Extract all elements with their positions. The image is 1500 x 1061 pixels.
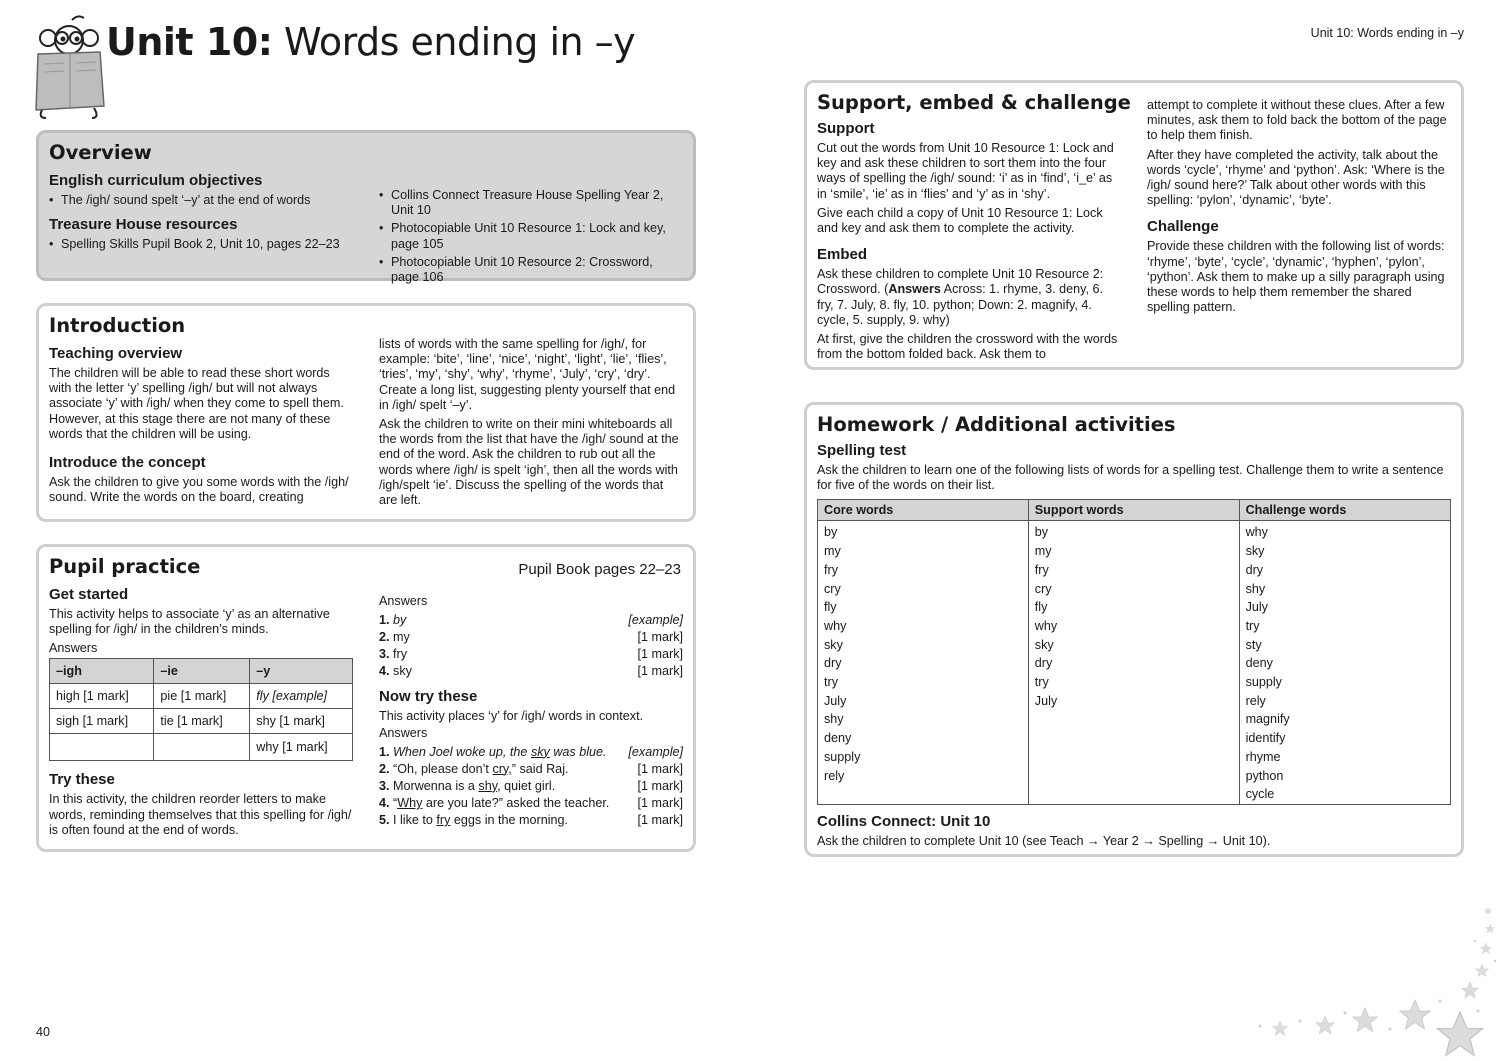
answer-row: 3. Morwenna is a shy, quiet girl. [1 mark] — [379, 778, 683, 793]
support-heading: Support, embed & challenge — [817, 91, 1131, 114]
challenge-heading: Challenge — [1147, 218, 1219, 236]
support-text: After they have completed the activity, talk about the words ‘cycle’, ‘rhyme’ and ‘python’. Ask: ‘Where is the /igh/ sound here?’ Talk about other words with this spelling: ‘pylon’, ‘dynamic’, ‘byte’. — [1147, 147, 1445, 208]
answers-label: Answers — [379, 725, 428, 740]
list-item: rely — [1245, 693, 1266, 708]
support-text: Cut out the words from Unit 10 Resource 1: Lock and key and ask these children to sort them into the four ways of spelling the /igh/ sound: ‘i’ as in ‘find’, ‘i_e’ as in ‘smile’, ‘ie’ as in ‘flies’ and ‘y’ as in ‘shy’. — [817, 141, 1114, 201]
try-these-heading: Try these — [49, 771, 115, 789]
teaching-overview-text: The children will be able to read these short words with the letter ‘y’ spelling /igh/ but will not always associate ‘y’ with /igh/ when they come to spell them. However, at this stage there are not many of these words that the children will be using. — [49, 366, 344, 441]
table-row — [50, 684, 353, 709]
objective-item: • The /igh/ sound spelt ‘–y’ at the end of words — [49, 193, 353, 208]
list-item: dry — [1034, 656, 1053, 671]
support-subheading: Support — [817, 120, 875, 137]
list-item: fry — [824, 562, 838, 577]
introduction-panel — [36, 303, 696, 522]
now-answers-list — [379, 743, 683, 829]
challenge-words-list — [1239, 521, 1450, 805]
pupil-practice-heading: Pupil practice — [49, 555, 201, 578]
introduction-text: lists of words with the same spelling for /igh/, for example: ‘bite’, ‘line’, ‘nice’, ‘night’, ‘light’, ‘lie’, ‘flies’, ‘tries’, ‘my’, ‘shy’, ‘why’, ‘rhyme’, ‘July’, ‘cry’, ‘dry’. Create a long list, suggesting plenty yourself that end in /igh/ spelt ‘–y’. — [379, 337, 676, 412]
list-item: python — [1245, 768, 1284, 783]
table-row — [50, 709, 353, 734]
resource-item: • Spelling Skills Pupil Book 2, Unit 10, pages 22–23 — [49, 237, 353, 252]
list-item: try — [1034, 675, 1049, 690]
spelling-words-table — [817, 499, 1451, 805]
table-cell — [50, 734, 154, 761]
list-item: rhyme — [1245, 749, 1281, 764]
reading-mascot-icon — [32, 14, 106, 122]
table-header: Support words — [1028, 500, 1239, 521]
list-item: why — [1245, 525, 1268, 540]
answers-label: Answers — [379, 594, 428, 608]
answer-row: 4. “Why are you late?” asked the teacher. [1 mark] — [379, 796, 683, 811]
list-item: my — [1034, 544, 1052, 559]
spelling-test-text: Ask the children to learn one of the following lists of words for a spelling test. Challenge them to write a sentence for five of the words on their list. — [817, 463, 1444, 493]
list-item: why — [824, 618, 847, 633]
answer-row: 5. I like to fry eggs in the morning. [1 mark] — [379, 813, 683, 828]
list-item: dry — [1245, 562, 1264, 577]
table-cell: high [1 mark] — [50, 684, 154, 709]
running-head: Unit 10: Words ending in –y — [1310, 26, 1464, 40]
table-header: Core words — [818, 500, 1029, 521]
list-item: dry — [824, 656, 842, 671]
table-cell: pie [1 mark] — [154, 684, 250, 709]
page-number-left: 40 — [36, 1025, 50, 1039]
homework-heading: Homework / Additional activities — [817, 413, 1176, 436]
list-item: by — [1034, 525, 1049, 540]
list-item: magnify — [1245, 712, 1290, 727]
introduce-concept-heading: Introduce the concept — [49, 454, 206, 472]
introduce-concept-text: Ask the children to give you some words with the /igh/ sound. Write the words on the board, creating — [49, 475, 349, 505]
introduction-text: Ask the children to write on their mini whiteboards all the words from the list that have the /igh/ sound at the end of the word. Ask the children to rub out all the words where /igh/ is spelt ‘igh’, then all the words with /igh/spelt ‘ie’. Discuss the spelling of the words that are left. — [379, 417, 679, 508]
table-cell — [154, 734, 250, 761]
resource-item: • Photocopiable Unit 10 Resource 1: Lock and key, page 105 — [379, 221, 683, 251]
pupil-book-pages: Pupil Book pages 22–23 — [518, 561, 681, 578]
answer-row: 4. sky [1 mark] — [379, 664, 683, 679]
list-item: cry — [824, 581, 841, 596]
list-item: July — [1034, 693, 1058, 708]
objectives-heading: English curriculum objectives — [49, 172, 263, 189]
table-cell: tie [1 mark] — [154, 709, 250, 734]
resource-item: • Photocopiable Unit 10 Resource 2: Crossword, page 106 — [379, 255, 683, 285]
table-header: Challenge words — [1239, 500, 1450, 521]
answers-label: Answers — [49, 641, 98, 656]
introduction-heading: Introduction — [49, 314, 186, 337]
page-title: Unit 10: Words ending in –y — [106, 20, 636, 64]
list-item: sky — [824, 637, 843, 652]
overview-panel — [36, 130, 696, 285]
list-item: supply — [824, 749, 861, 764]
decorative-stars-icon — [1160, 901, 1500, 1061]
resources-heading: Treasure House resources — [49, 216, 238, 234]
try-these-text: In this activity, the children reorder letters to make words, reminding themselves that this spelling for /igh/ is often found at the end of words. — [49, 792, 352, 837]
answer-row: 1. When Joel woke up, the sky was blue. [example] — [379, 744, 683, 759]
answer-row: 2. “Oh, please don’t cry,” said Raj. [1 mark] — [379, 761, 683, 776]
list-item: identify — [1245, 731, 1286, 746]
support-words-list — [1028, 521, 1239, 805]
list-item: fly — [1034, 600, 1048, 615]
now-try-text: This activity places ‘y’ for /igh/ words in context. — [379, 708, 644, 723]
support-text: Give each child a copy of Unit 10 Resource 1: Lock and key and ask them to complete the activity. — [817, 205, 1103, 236]
core-words-list — [818, 521, 1029, 805]
answer-row: 3. fry [1 mark] — [379, 646, 683, 661]
list-item: rely — [824, 768, 845, 783]
list-item: July — [824, 693, 847, 708]
embed-text: At first, give the children the crossword with the words from the bottom folded back. Ask them to — [817, 332, 1118, 362]
list-item: shy — [1245, 581, 1266, 596]
list-item: cycle — [1245, 787, 1275, 802]
teaching-overview-heading: Teaching overview — [49, 345, 183, 362]
list-item: supply — [1245, 675, 1282, 690]
table-header: –ie — [154, 659, 250, 684]
list-item: deny — [824, 731, 852, 746]
list-item: July — [1245, 600, 1268, 615]
support-panel — [804, 80, 1464, 370]
table-cell: sigh [1 mark] — [50, 709, 154, 734]
list-item: fly — [824, 600, 837, 615]
challenge-text: Provide these children with the following list of words: ‘rhyme’, ‘byte’, ‘cycle’, ‘dynamic’, ‘hyphen’, ‘pylon’, ‘python’. Ask them to make up a silly paragraph using these words to help them remember the shared spelling pattern. — [1147, 239, 1445, 315]
list-item: fry — [1034, 562, 1049, 577]
list-item: my — [824, 544, 841, 559]
list-item: cry — [1034, 581, 1052, 596]
answer-row: 1. by [example] — [379, 612, 683, 627]
collins-connect-text: Ask the children to complete Unit 10 (see Teach → Year 2 → Spelling → Unit 10). — [817, 834, 1271, 849]
get-started-text: This activity helps to associate ‘y’ as an alternative spelling for /igh/ in the children’s minds. — [49, 607, 330, 637]
list-item: try — [1245, 618, 1260, 633]
collins-connect-heading: Collins Connect: Unit 10 — [817, 813, 991, 831]
get-started-heading: Get started — [49, 586, 129, 603]
try-answers-list — [379, 611, 683, 680]
answer-row: 2. my [1 mark] — [379, 629, 683, 644]
table-header: –igh — [50, 659, 154, 684]
list-item: sty — [1245, 637, 1262, 652]
table-cell: shy [1 mark] — [250, 709, 353, 734]
table-row — [50, 734, 353, 761]
embed-heading: Embed — [817, 246, 868, 264]
list-item: deny — [1245, 656, 1273, 671]
homework-panel — [804, 402, 1464, 857]
table-cell: fly [example] — [250, 684, 353, 709]
list-item: shy — [824, 712, 844, 727]
igh-table — [49, 658, 353, 761]
list-item: sky — [1034, 637, 1054, 652]
overview-heading: Overview — [49, 141, 152, 164]
pupil-practice-panel — [36, 544, 696, 852]
table-header: –y — [250, 659, 353, 684]
list-item: why — [1034, 618, 1058, 633]
list-item: sky — [1245, 544, 1265, 559]
now-try-heading: Now try these — [379, 687, 478, 705]
spelling-test-heading: Spelling test — [817, 442, 907, 459]
table-cell: why [1 mark] — [250, 734, 353, 761]
embed-text: Ask these children to complete Unit 10 Resource 2: Crossword. (Answers Across: 1. rhyme, 3. deny, 6. fry, 7. July, 8. fly, 10. python; Down: 2. magnify, 4. cycle, 5. supply, 9. why) — [817, 267, 1104, 327]
resource-item: • Collins Connect Treasure House Spelling Year 2, Unit 10 — [379, 188, 683, 218]
list-item: by — [824, 525, 838, 540]
list-item: try — [824, 675, 838, 690]
support-text: attempt to complete it without these clues. After a few minutes, ask them to fold back the bottom of the page to help them finish. — [1147, 98, 1447, 143]
